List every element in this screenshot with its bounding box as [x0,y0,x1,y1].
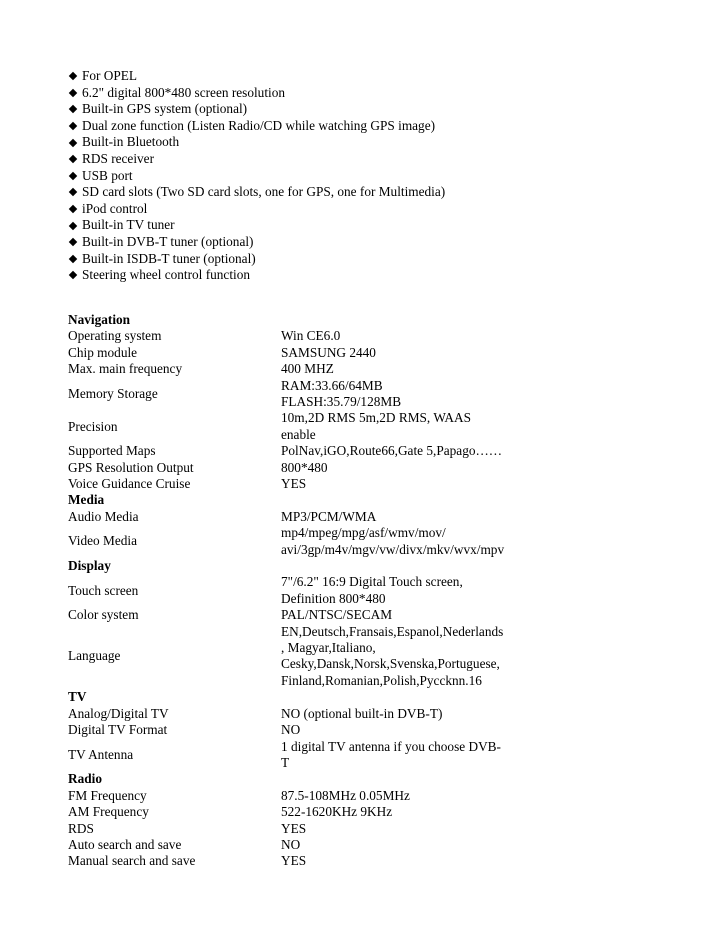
feature-item [68,184,628,201]
spec-value-line: NO [281,836,301,852]
spec-value [281,574,521,607]
spec-label: Precision [68,418,118,434]
feature-item [68,118,628,135]
diamond-bullet-icon [69,205,77,213]
spec-value [281,410,521,443]
spec-value [281,509,521,525]
spec-row [68,722,538,738]
feature-text: Dual zone function (Listen Radio/CD while watching GPS image) [82,117,436,133]
spec-label: Chip module [68,344,138,360]
spec-value-line: Definition 800*480 [281,590,386,606]
spec-value-line: avi/3gp/m4v/mgv/vw/divx/mkv/wvx/mpv [281,541,505,557]
feature-text: SD card slots (Two SD card slots, one for GPS, one for Multimedia) [82,184,446,200]
spec-label: Voice Guidance Cruise [68,476,191,492]
spec-value-line: mp4/mpeg/mpg/asf/wmv/mov/ [281,525,446,541]
spec-row [68,706,538,722]
spec-label: Digital TV Format [68,722,168,738]
spec-value-line: 522-1620KHz 9KHz [281,804,393,820]
feature-text: 6.2" digital 800*480 screen resolution [82,84,285,100]
spec-value [281,476,521,492]
spec-value-line: 800*480 [281,459,328,475]
spec-value [281,607,521,623]
spec-label: Supported Maps [68,443,156,459]
spec-row [68,624,538,690]
spec-row [68,476,538,492]
spec-value-line: T [281,754,290,770]
spec-label: Color system [68,607,139,623]
diamond-bullet-icon [69,122,77,130]
feature-item [68,267,628,284]
spec-row [68,443,538,459]
spec-value-line: NO [281,722,301,738]
diamond-bullet-icon [69,172,77,180]
feature-text: Built-in GPS system (optional) [82,101,248,117]
spec-value [281,804,521,820]
diamond-bullet-icon [69,105,77,113]
spec-value-line: YES [281,853,307,869]
spec-row [68,328,538,344]
feature-item [68,101,628,118]
spec-value [281,739,521,772]
spec-value [281,345,521,361]
spec-row [68,739,538,772]
spec-label: TV Antenna [68,746,134,762]
spec-value [281,361,521,377]
spec-label: GPS Resolution Output [68,459,194,475]
spec-row [68,574,538,607]
feature-text: Built-in Bluetooth [82,134,180,150]
feature-text: Built-in ISDB-T tuner (optional) [82,250,256,266]
spec-value [281,443,521,459]
spec-value [281,821,521,837]
spec-value-line: MP3/PCM/WMA [281,508,377,524]
feature-item [68,168,628,185]
spec-row [68,345,538,361]
feature-item [68,251,628,268]
spec-label: Max. main frequency [68,361,183,377]
feature-item [68,151,628,168]
spec-value-line: SAMSUNG 2440 [281,344,376,360]
spec-value [281,525,521,558]
feature-list [68,68,628,284]
spec-value-line: 1 digital TV antenna if you choose DVB- [281,738,501,754]
diamond-bullet-icon [69,188,77,196]
feature-text: Built-in DVB-T tuner (optional) [82,234,254,250]
spec-value-line: RAM:33.66/64MB [281,377,383,393]
spec-row [68,853,538,869]
spec-row [68,804,538,820]
spec-value [281,706,521,722]
spec-value [281,624,521,690]
spec-label: Analog/Digital TV [68,705,169,721]
spec-label: Language [68,648,121,664]
feature-text: RDS receiver [82,151,154,167]
spec-row [68,607,538,623]
spec-value [281,460,521,476]
section-heading: Radio [68,771,102,787]
spec-label: Audio Media [68,508,139,524]
spec-value-line: enable [281,426,316,442]
feature-item [68,201,628,218]
spec-label: Video Media [68,533,137,549]
feature-item [68,134,628,151]
spec-label: Auto search and save [68,836,182,852]
spec-value-line: FLASH:35.79/128MB [281,394,402,410]
section-heading: Media [68,492,105,508]
feature-item [68,217,628,234]
spec-row [68,837,538,853]
diamond-bullet-icon [69,72,77,80]
spec-value [281,837,521,853]
spec-value-line: EN,Deutsch,Fransais,Espanol,Nederlands [281,623,504,639]
spec-value [281,328,521,344]
spec-value-line: PolNav,iGO,Route66,Gate 5,Papago…… [281,443,503,459]
spec-value [281,788,521,804]
spec-row [68,525,538,558]
spec-label: Memory Storage [68,385,158,401]
diamond-bullet-icon [69,255,77,263]
diamond-bullet-icon [69,221,77,229]
diamond-bullet-icon [69,138,77,146]
spec-value [281,853,521,869]
spec-label: RDS [68,820,94,836]
spec-row [68,788,538,804]
spec-value-line: 400 MHZ [281,361,334,377]
spec-row [68,460,538,476]
spec-value-line: YES [281,820,307,836]
spec-value-line: , Magyar,Italiano, [281,640,376,656]
spec-row [68,509,538,525]
section-heading: Display [68,558,111,574]
section-heading: Navigation [68,312,131,327]
spec-label: Manual search and save [68,853,196,869]
spec-value-line: 87.5-108MHz 0.05MHz [281,787,410,803]
spec-row [68,361,538,377]
spec-value-line: 10m,2D RMS 5m,2D RMS, WAAS [281,410,472,426]
spec-table [68,312,538,870]
spec-value [281,378,521,411]
section-heading: TV [68,689,87,705]
feature-text: For OPEL [82,68,138,84]
spec-value-line: YES [281,476,307,492]
diamond-bullet-icon [69,155,77,163]
spec-label: AM Frequency [68,804,149,820]
spec-value-line: 7"/6.2" 16:9 Digital Touch screen, [281,574,463,590]
spec-label: FM Frequency [68,787,147,803]
feature-item [68,234,628,251]
spec-value-line: PAL/NTSC/SECAM [281,607,393,623]
spec-label: Touch screen [68,582,139,598]
diamond-bullet-icon [69,271,77,279]
feature-text: USB port [82,167,133,183]
spec-value-line: Win CE6.0 [281,328,341,344]
spec-value-line: Finland,Romanian,Polish,Pyccknn.16 [281,672,482,688]
spec-value-line: Cesky,Dansk,Norsk,Svenska,Portuguese, [281,656,500,672]
spec-row [68,821,538,837]
feature-text: Steering wheel control function [82,267,251,283]
spec-value-line: NO (optional built-in DVB-T) [281,705,443,721]
feature-item [68,68,628,85]
spec-value [281,722,521,738]
feature-item [68,85,628,102]
spec-row [68,378,538,411]
feature-text: Built-in TV tuner [82,217,175,233]
diamond-bullet-icon [69,238,77,246]
feature-text: iPod control [82,200,148,216]
diamond-bullet-icon [69,89,77,97]
spec-row [68,410,538,443]
spec-label: Operating system [68,328,162,344]
